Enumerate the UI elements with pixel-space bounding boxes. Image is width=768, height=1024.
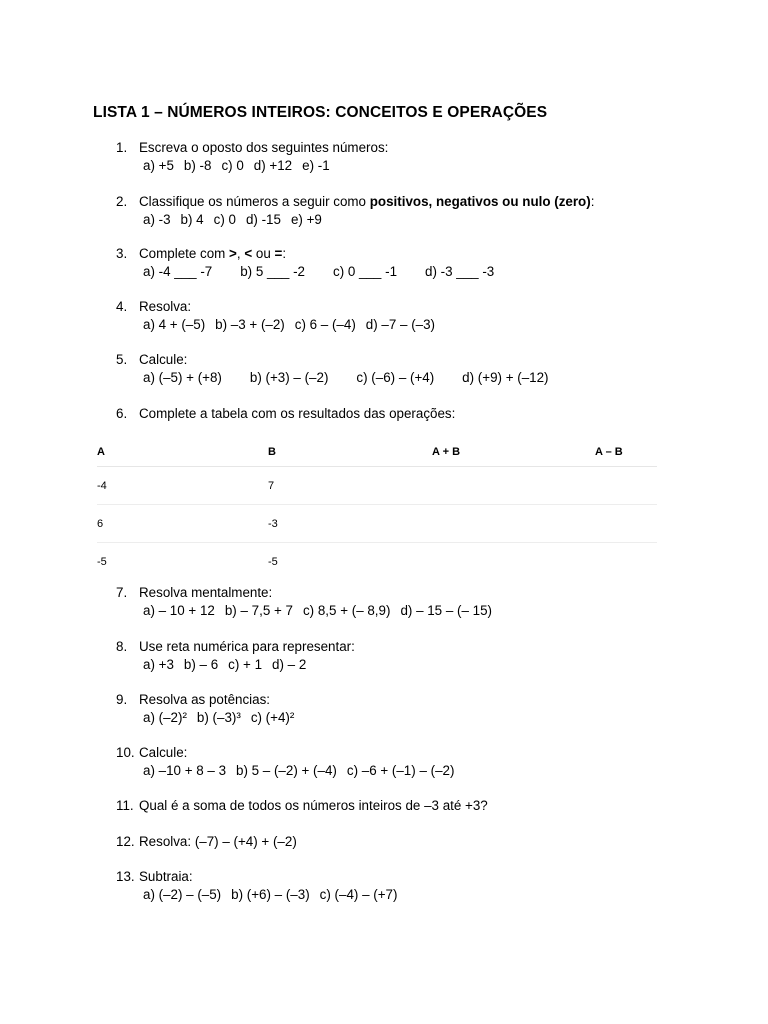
item: b) -8	[183, 158, 212, 173]
item: c) 0	[213, 212, 236, 227]
item: a) 4 + (–5)	[143, 317, 206, 332]
results-table	[97, 440, 657, 580]
table-cell-a: -5	[97, 555, 107, 568]
item: c) 0 ___ -1	[333, 264, 398, 279]
question-2	[116, 193, 594, 229]
question-number: 7.	[116, 585, 128, 600]
table-cell-b: 7	[268, 479, 275, 492]
question-text: Calcule:	[139, 745, 188, 760]
question-text: Complete com	[139, 246, 230, 261]
question-number: 3.	[116, 246, 128, 261]
column-header-a: A	[97, 446, 105, 458]
table-cell-a: -4	[97, 479, 107, 492]
question-text-bold: positivos, negativos ou nulo (zero)	[369, 194, 591, 209]
question-8	[116, 638, 355, 674]
question-3	[116, 245, 494, 281]
question-text: Calcule:	[139, 352, 188, 367]
table-cell-a: 6	[97, 517, 104, 530]
item: a) –10 + 8 – 3	[143, 763, 227, 778]
column-header-a-plus-b: A + B	[432, 446, 461, 458]
item: a) +3	[143, 657, 174, 672]
question-items	[116, 263, 494, 281]
question-text: Resolva mentalmente:	[139, 585, 273, 600]
item: c) (–4) – (+7)	[319, 887, 398, 902]
question-text: Resolva: (–7) – (+4) + (–2)	[139, 834, 297, 849]
item: a) -3	[143, 212, 171, 227]
page-title: LISTA 1 – NÚMEROS INTEIROS: CONCEITOS E OPERAÇÕES	[93, 104, 548, 121]
item: c) 0	[221, 158, 244, 173]
item: d) –7 – (–3)	[365, 317, 436, 332]
table-row	[97, 505, 657, 543]
item: d) -3 ___ -3	[425, 264, 495, 279]
question-items	[116, 709, 294, 727]
question-13	[116, 868, 397, 904]
table-row	[97, 543, 657, 580]
question-number: 1.	[116, 140, 128, 155]
item: b) –3 + (–2)	[215, 317, 285, 332]
question-items	[116, 762, 454, 780]
question-number: 10.	[116, 745, 135, 760]
item: e) -1	[302, 158, 330, 173]
question-text: Classifique os números a seguir como	[139, 194, 370, 209]
question-5	[116, 351, 549, 387]
question-text: Use reta numérica para representar:	[139, 639, 355, 654]
table-header-row	[97, 440, 657, 467]
item: e) +9	[290, 212, 322, 227]
item: a) (–2) – (–5)	[143, 887, 222, 902]
table-cell-b: -5	[268, 555, 278, 568]
question-number: 4.	[116, 299, 128, 314]
question-number: 11.	[116, 798, 134, 813]
question-items	[116, 369, 549, 387]
question-6	[116, 405, 455, 423]
table-row	[97, 467, 657, 505]
item: b) (+3) – (–2)	[249, 370, 329, 385]
question-text: ou	[252, 246, 275, 261]
item: c) (–6) – (+4)	[356, 370, 435, 385]
symbol-greater: >	[229, 246, 237, 261]
item: b) – 7,5 + 7	[224, 603, 293, 618]
question-number: 13.	[116, 869, 135, 884]
item: d) – 2	[272, 657, 307, 672]
question-number: 2.	[116, 194, 128, 209]
question-items	[116, 886, 397, 904]
symbol-less: <	[244, 246, 253, 261]
question-12	[116, 833, 297, 851]
item: c) (+4)²	[250, 710, 295, 725]
item: d) +12	[253, 158, 293, 173]
question-text: :	[282, 246, 287, 261]
question-1	[116, 139, 388, 175]
item: b) (–3)³	[196, 710, 241, 725]
item: c) + 1	[228, 657, 263, 672]
question-text: :	[590, 194, 595, 209]
item: a) (–5) + (+8)	[143, 370, 222, 385]
question-items	[116, 157, 388, 175]
question-4	[116, 298, 435, 334]
item: b) 4	[180, 212, 204, 227]
item: d) – 15 – (– 15)	[400, 603, 492, 618]
question-text: Resolva:	[139, 299, 192, 314]
item: a) – 10 + 12	[143, 603, 215, 618]
question-number: 6.	[116, 406, 128, 421]
question-number: 5.	[116, 352, 128, 367]
question-number: 9.	[116, 692, 128, 707]
item: d) (+9) + (–12)	[462, 370, 549, 385]
column-header-a-minus-b: A – B	[595, 446, 623, 458]
item: b) – 6	[183, 657, 219, 672]
item: a) +5	[143, 158, 174, 173]
question-number: 12.	[116, 834, 135, 849]
table-cell-b: -3	[268, 517, 278, 530]
question-number: 8.	[116, 639, 128, 654]
item: c) –6 + (–1) – (–2)	[346, 763, 455, 778]
column-header-b: B	[268, 446, 276, 458]
question-text: Subtraia:	[139, 869, 193, 884]
item: a) -4 ___ -7	[143, 264, 213, 279]
item: b) (+6) – (–3)	[231, 887, 310, 902]
question-7	[116, 584, 492, 620]
question-items	[116, 602, 492, 620]
question-10	[116, 744, 454, 780]
item: b) 5 – (–2) + (–4)	[236, 763, 337, 778]
item: c) 6 – (–4)	[294, 317, 356, 332]
question-items	[116, 316, 435, 334]
item: b) 5 ___ -2	[240, 264, 305, 279]
question-text: Escreva o oposto dos seguintes números:	[139, 140, 389, 155]
question-11	[116, 797, 488, 815]
symbol-equal: =	[274, 246, 283, 261]
question-items	[116, 211, 594, 229]
item: d) -15	[245, 212, 281, 227]
question-9	[116, 691, 294, 727]
item: c) 8,5 + (– 8,9)	[302, 603, 391, 618]
item: a) (–2)²	[143, 710, 187, 725]
question-items	[116, 656, 355, 674]
question-text: Resolva as potências:	[139, 692, 271, 707]
question-text: Qual é a soma de todos os números inteiros de –3 até +3?	[139, 798, 488, 813]
question-text: ,	[236, 246, 245, 261]
question-text: Complete a tabela com os resultados das operações:	[139, 406, 456, 421]
